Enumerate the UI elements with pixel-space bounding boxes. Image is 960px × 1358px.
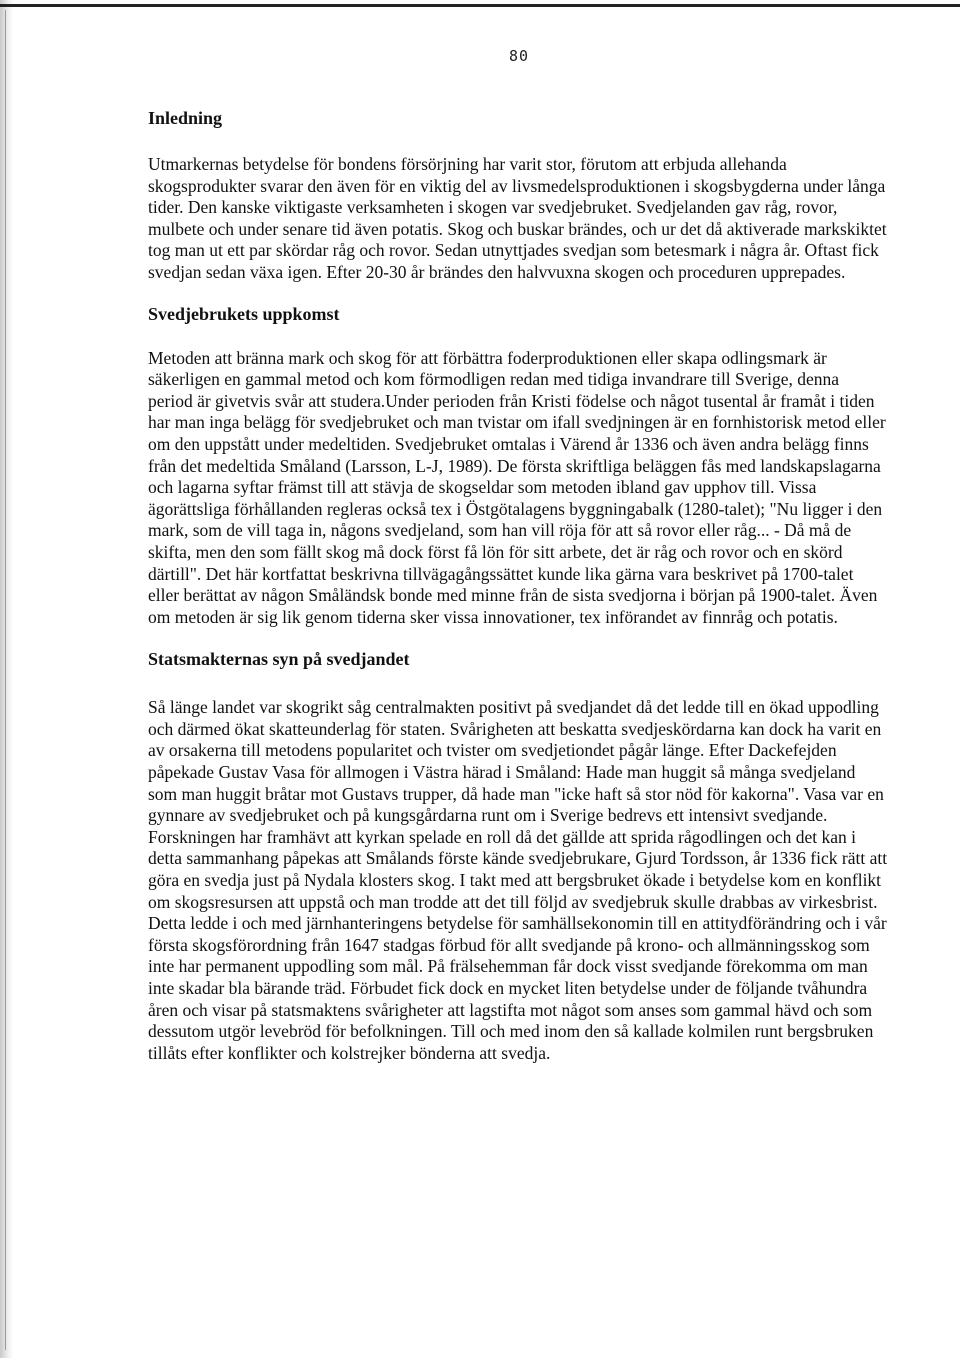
- scan-edge-line: [5, 10, 6, 1350]
- section-heading-inledning: Inledning: [148, 108, 223, 128]
- section-heading-svedjebrukets-uppkomst: Svedjebrukets uppkomst: [148, 303, 340, 324]
- scan-edge-shadow: [0, 0, 14, 1358]
- section-heading-statsmakternas-syn: Statsmakternas syn på svedjandet: [148, 649, 410, 670]
- section-paragraph-inledning: Utmarkernas betydelse för bondens försörjning har varit stor, förutom att erbjuda allehanda skogsprodukter svarar den även för en viktig del av livsmedelsproduktionen i skogsbygderna under långa tider. Den kanske viktigaste verksamheten i skogen var svedjebruket. Svedjelanden gav råg, rovor, mulbete och under senare tid även potatis. Skog och buskar brändes, och ur det då aktiverade markskiktet tog man ut ett par skördar råg och rovor. Sedan utnyttjades svedjan som betesmark i några år. Oftast fick svedjan sedan växa igen. Efter 20-30 år brändes den halvvuxna skogen och proceduren upprepades.: [148, 154, 887, 282]
- document-body: [148, 102, 888, 1064]
- scan-top-border: [0, 4, 960, 7]
- section-paragraph-statsmakternas-syn: Så länge landet var skogrikt såg centralmakten positivt på svedjandet då det ledde till en ökad uppodling och därmed ökat skatteunderlag för staten. Svårigheten att beskatta svedjeskördarna kan dock ha varit en av orsakerna till metodens popularitet och tvister om svedjetiondet pågår länge. Efter Dackefejden påpekade Gustav Vasa för allmogen i Västra härad i Småland: Hade man huggit så många svedjeland som man huggit bråtar mot Gustavs trupper, då hade man "icke haft så stor nöd för kakorna". Vasa var en gynnare av svedjebruket och på kungsgårdarna runt om i Sverige bedrevs ett intensivt svedjande. Forskningen har framhävt att kyrkan spelade en roll då det gällde att sprida rågodlingen och det kan i detta sammanhang påpekas att Smålands förste kände svedjebrukare, Gjurd Tordsson, år 1336 fick rätt att göra en svedja just på Nydala klosters skog. I takt med att bergsbruket ökade i betydelse kom en konflikt om skogsresursen att uppstå och man trodde att det till följd av svedjebruk skulle drabbas av virkesbrist. Detta ledde i och med järnhanteringens betydelse för samhällsekonomin till en attitydförändring och i vår första skogsförordning från 1647 stadgas förbud för allt svedjande på krono- och allmänningsskog som inte har permanent uppodling som mål. På frälsehemman får dock visst svedjande förekomma om man inte skadar bla bärande träd. Förbudet fick dock en mycket liten betydelse under de följande tvåhundra åren och visar på statsmaktens svårigheter att lagstifta mot något som anses som gammal hävd och som dessutom utgör levebröd för befolkningen. Till och med inom den så kallade kolmilen runt bergsbruken tillåts efter konflikter och kolstrejker bönderna att svedja.: [148, 697, 888, 1063]
- section-paragraph-svedjebrukets-uppkomst: Metoden att bränna mark och skog för att förbättra foderproduktionen eller skapa odlingsmark är säkerligen en gammal metod och kom förmodligen redan med tidiga invandrare till Sverige, denna period är givetvis svår att studera.Under perioden från Kristi födelse och något tusental år framåt i tiden har man inga belägg för svedjebruket och man tvistar om ifall svedjningen är en fornhistorisk metod eller om den uppstått under medeltiden. Svedjebruket omtalas i Värend år 1336 och även andra belägg finns från det medeltida Småland (Larsson, L-J, 1989). De första skriftliga beläggen fås med landskapslagarna och lagarna syftar främst till att stävja de skogseldar som metoden ibland gav upphov till. Vissa ägorättsliga förhållanden regleras också tex i Östgötalagens byggningabalk (1280-talet); "Nu ligger i den mark, som de vill taga in, någons svedjeland, som han vill röja för att så rovor eller råg... - Då må de skifta, men den som fällt skog må dock först få lön för sitt arbete, det är råg och rovor och en skörd därtill". Det här kortfattat beskrivna tillvägagångssättet kunde lika gärna vara beskrivet på 1700-talet eller berättat av någon Småländsk bonde med minne från de sista svedjorna i början på 1900-talet. Även om metoden är sig lik genom tiderna sker vissa innovationer, tex införandet av finnråg och potatis.: [148, 347, 886, 627]
- page-number: 80: [509, 47, 530, 65]
